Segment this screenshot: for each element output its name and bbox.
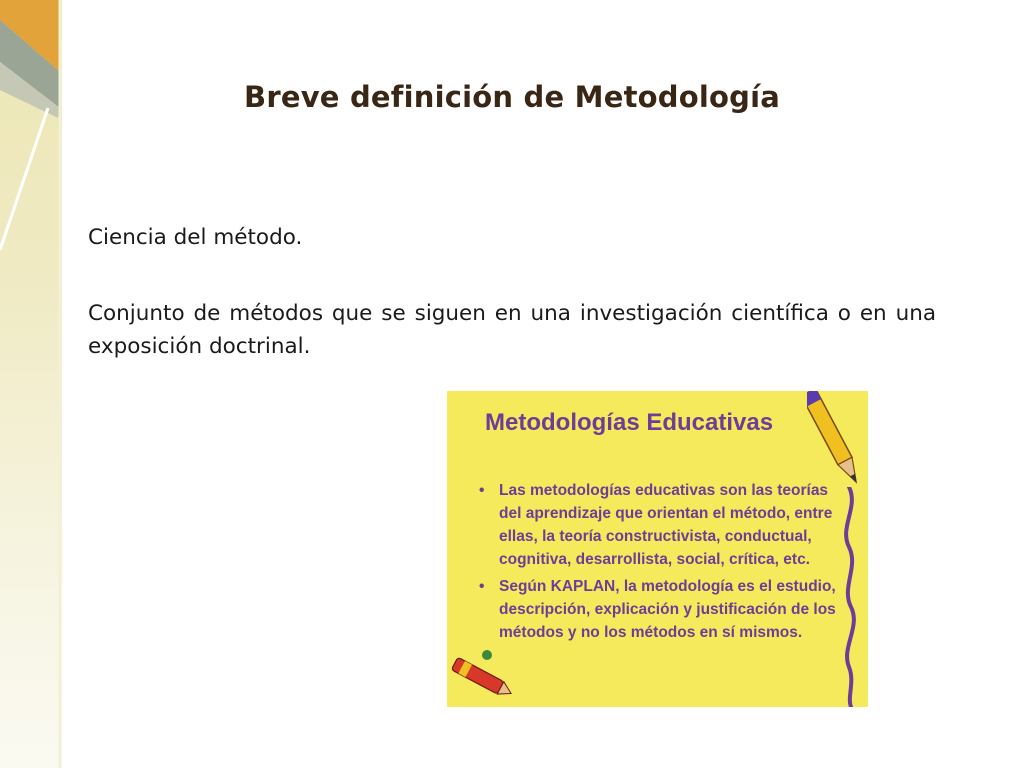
card-list-item <box>477 479 837 571</box>
strip-shapes <box>0 0 62 768</box>
diagonal-white-line <box>0 108 48 250</box>
left-decorative-strip <box>0 0 62 768</box>
crayon-icon <box>447 649 517 707</box>
card-bullet-list <box>477 479 837 647</box>
definition-1: Ciencia del método. <box>88 225 303 250</box>
bullet-icon: • <box>479 578 485 595</box>
metodologias-image <box>447 391 868 707</box>
definition-2: Conjunto de métodos que se siguen en una investigación científica o en una exposición doctrinal. <box>88 301 936 359</box>
swirl-decoration <box>835 487 865 707</box>
card-item-text: Las metodologías educativas son las teorías del aprendizaje que orientan el método, entre ellas, la teoría constructivista, conductual, cognitiva, desarrollista, social, crítica, etc. <box>499 482 833 568</box>
card-item-text: Según KAPLAN, la metodología es el estudio, descripción, explicación y justificación de los métodos y no los métodos en sí mismos. <box>499 578 836 641</box>
slide-title: Breve definición de Metodología <box>244 80 780 114</box>
card-title: Metodologías Educativas <box>485 409 774 436</box>
bullet-icon: • <box>479 482 485 499</box>
card-list-item <box>477 575 837 644</box>
pencil-icon <box>807 391 868 501</box>
